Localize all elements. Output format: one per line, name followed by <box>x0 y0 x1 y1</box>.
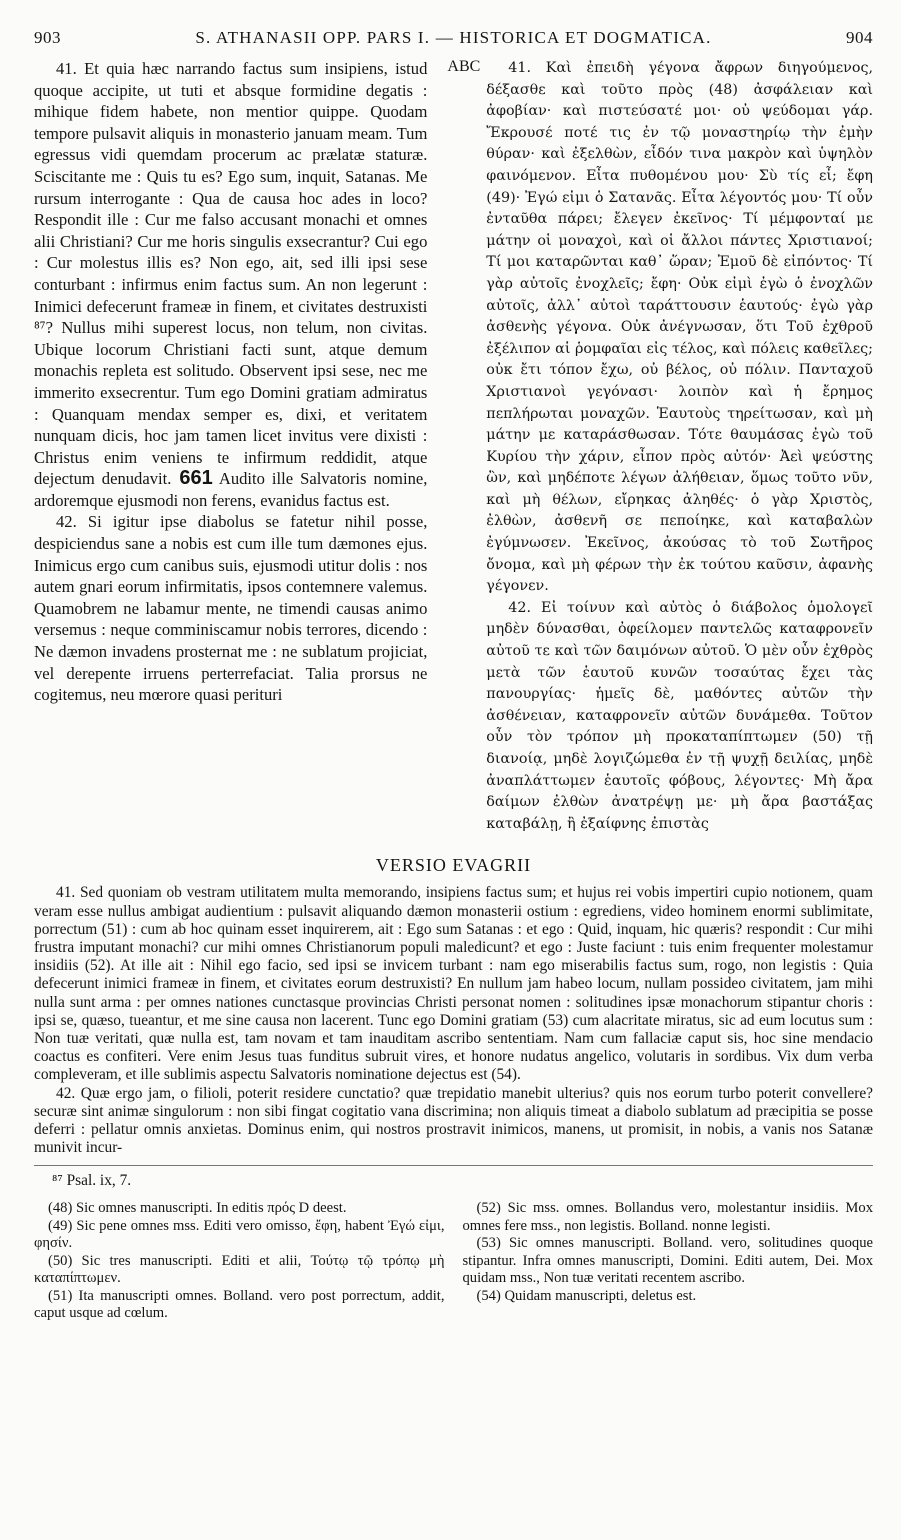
margin-marker-b: B <box>458 58 470 75</box>
evagrius-paragraph-42: 42. Quæ ergo jam, o filioli, poterit residere cunctatio? quæ trepidatio manebit ulterius? quis nos eorum turbo poterit convellere? securæ sint animæ singulorum : non sibi fingat cogitatio vana discrimina; non aliquis timeat a diabolo sublatum ad præcipitia se posse deferri : pellatur omnis anxietas. Dominus enim, qui nostros prostravit inimicos, manens, ut promisit, in nobis, a vanis nos Satanæ munivit incur- <box>34 1084 873 1157</box>
evagrius-paragraph-41: 41. Sed quoniam ob vestram utilitatem multa memorando, insipiens factus sum; et hujus rei vobis impertiri cupio notionem, quam veram esse nullus ambigat audientium : pulsavit aliquando dæmon monasterii ostium : egrediens, video hominem enormi sublimitate, porrectum (51) : cum ab hoc quinam esset inquirerem, ait : Ego sum Satanas : et ego : Quid, inquam, hic quæris? respondit : Cur mihi frustra imputant monachi? cur mihi omnes Christianorum populi maledicunt? et ego : Juste faciunt : tuis enim frequenter molestamur insidiis (52). At ille ait : Nihil ego facio, sed ipsi se invicem turbant : nam ego miserabilis factus sum, rogo, non legistis : Quia defecerunt inimici frameæ in finem, et civitates eorum destruxisti? En nullum jam habeo locum, nullam possideo civitatem, jam mihi nulla sunt arma : per omnes nationes cunctasque provincias Christi personat nomen : solitudines ipsæ monachorum stipantur choris : ipsi se, quæso, tueantur, et me sine causa non lacerent. Tunc ego Domini gratiam (53) cum alacritate miratus, sic ad eum locutus sum : Non tuæ veritati, quæ nulla est, tam novam et tam inauditam ascribo sententiam. Nam cum fallaciæ caput sis, hoc sine mendacio coactus es confiteri. Vere enim Jesus tuas funditus subruit vires, et honore nudatus angelico, volutaris in sordibus. Vix dum verba compleveram, et ille sublimis aspectu Salvatoris nominatione dejectus est (54). <box>34 884 873 1084</box>
margin-marker-a: A <box>447 58 459 75</box>
greek-paragraph-41: 41. Καὶ ἐπειδὴ γέγονα ἄφρων διηγούμενος, δέξασθε καὶ τοῦτο πρὸς (48) ἀσφάλειαν καὶ ἀφοβίαν· καὶ πιστεύσατέ μοι· οὐ ψεύδομαι γάρ. Ἔκρουσέ ποτέ τις ἐν τῷ μοναστηρίῳ τὴν ἐμὴν θύραν· καὶ ἐξελθὼν, εἶδόν τινα μακρὸν καὶ ὑψηλὸν φαινόμενον. Εἶτα πυθομένου μου· Σὺ τίς εἶ; ἔφη (49)· Ἐγώ εἰμι ὁ Σατανᾶς. Εἶτα λέγοντός μου· Τί οὖν ἐνταῦθα πάρει; ἔλεγεν ἐκεῖνος· Τί μέμφονταί με μάτην οἱ μοναχοὶ, καὶ οἱ ἄλλοι πάντες Χριστιανοί; Τί μοι καταρῶνται καθ᾽ ὥραν; Ἐμοῦ δὲ εἰπόντος· Τί γὰρ αὐτοῖς ἐνοχλεῖς; ἔφη· Οὐκ εἰμὶ ἐγὼ ὁ ἐνοχλῶν αὐτοῖς, ἀλλ᾽ αὐτοὶ ταράττουσιν ἑαυτούς· ἐγὼ γὰρ ἀσθενὴς γέγονα. Οὐκ ἀνέγνωσαν, ὅτι Τοῦ ἐχθροῦ ἐξέλιπον αἱ ῥομφαῖαι εἰς τέλος, καὶ πόλεις καθεῖλες; οὐκ ἔτι τόπον ἔχω, οὐ βέλος, οὐ πόλιν. Πανταχοῦ Χριστιανοὶ γεγόνασι· λοιπὸν καὶ ἡ ἔρημος πεπλήρωται μοναχῶν. Ἑαυτοὺς τηρείτωσαν, καὶ μὴ μάτην με καταράσθωσαν. Τότε θαυμάσας ἐγὼ τοῦ Κυρίου τὴν χάριν, εἶπον πρὸς αὐτόν· Ἀεὶ ψεύστης ὢν, καὶ μηδέποτε λέγων ἀλήθειαν, ὅμως τοῦτο νῦν, καὶ μὴ θέλων, εἴρηκας ἀληθές· ὁ γὰρ Χριστὸς, ἐλθὼν, ἀσθενῆ σε πεποίηκε, καὶ καταβαλὼν ἐγύμνωσεν. Ἐκεῖνος, ἀκούσας τὸ τοῦ Σωτῆρος ὄνομα, καὶ μὴ φέρων τὴν ἐκ τούτου καῦσιν, ἀφανὴς γέγονεν. <box>486 60 873 595</box>
latin-paragraph-41: 41. Et quia hæc narrando factus sum insipiens, istud quoque accipite, ut tuti et absque formidine degatis : mihique fidem habete, non mentior quippe. Quodam tempore pulsavit aliquis in monasterio januam meam. Tum egressus vidi quemdam procerum ac prælatæ staturæ. Sciscitante me : Quis tu es? Ego sum, inquit, Satanas. Me rursum interrogante : Qua de causa hoc ades in loco? Respondit ille : Cur me falso accusant monachi et omnes alii Christiani? Cur me horis singulis exsecrantur? Cui ego : Cur molestus illis es? Non ego, ait, sed illi ipsi sese conturbant : infirmus enim factus sum. An non legerunt : Inimici defecerunt frameæ in finem, et civitates destruxisti ⁸⁷? Nullus mihi superest locus, non telum, non civitas. Ubique locorum Christiani facti sunt, atque demum monachis repleta est solitudo. Observent ipsi sese, nec me immerito exsecrentur. Tum ego Domini gratiam admiratus : Quanquam mendax semper es, dixi, et veritatem nunquam dicis, hoc jam tamen licet invitus vere dixisti : Christus enim veniens te infirmum reddidit, atque dejectum denudavit. 661 Audito ille Salvatoris nomine, ardoremque ejusmodi non ferens, evanidus factus est. <box>34 59 428 510</box>
note: (53) Sic omnes manuscripti. Bolland. vero, solitudines quoque stipantur. Infra omnes manuscripti, Domini. Editi autem, Dei. Mox quidam mss., Non tuæ veritati recentem ascribo. <box>462 1235 873 1287</box>
note: (48) Sic omnes manuscripti. In editis πρός D deest. <box>48 1200 347 1217</box>
page-number-left: 903 <box>34 28 61 47</box>
note: (49) Sic pene omnes mss. Editi vero omisso, ἔφη, habent Ἐγώ εἰμι, φησίν. <box>34 1217 445 1252</box>
note: (52) Sic mss. omnes. Bollandus vero, molestantur insidiis. Mox omnes fere mss., non legistis. Bolland. nonne legisti. <box>462 1200 873 1234</box>
latin-paragraph-42: 42. Si igitur ipse diabolus se fatetur nihil posse, despiciendus sane a nobis est cum ille tum dæmones ejus. Inimicus ergo cum canibus suis, ejusmodi utitur dolis : nos autem gnari eorum infirmitatis, ipsos contemnere valemus. Quamobrem ne labamur mente, ne timendi causas animo versemus : neque comminiscamur nobis terrores, dicendo : Ne dæmon invadens prosternat me : ne sublatum projiciat, vel derepente irruens perterrefaciat. Talia prorsus ne cogitemus, neu mœrore quasi perituri <box>34 512 428 705</box>
note: (51) Ita manuscripti omnes. Bolland. vero post porrectum, addit, caput usque ad cœlum. <box>34 1287 445 1322</box>
latin-column <box>34 58 447 835</box>
footnote-rule <box>34 1165 873 1166</box>
page-number-right: 904 <box>846 28 873 47</box>
page-mark: 661 <box>179 467 213 490</box>
note: (50) Sic tres manuscripti. Editi et alii, Τούτῳ τῷ τρόπῳ μὴ καταπίπτωμεν. <box>34 1252 445 1287</box>
running-title: S. ATHANASII OPP. PARS I. — HISTORICA ET DOGMATICA. <box>195 28 712 47</box>
editorial-notes <box>34 1200 873 1323</box>
section-title: VERSIO EVAGRII <box>375 855 532 876</box>
running-header <box>34 28 873 52</box>
notes-left-column <box>34 1200 445 1323</box>
greek-paragraph-42: 42. Εἰ τοίνυν καὶ αὐτὸς ὁ διάβολος ὁμολογεῖ μηδὲν δύνασθαι, ὀφείλομεν παντελῶς καταφρονεῖν αὐτοῦ τε καὶ τῶν δαιμόνων αὐτοῦ. Ὁ μὲν οὖν ἐχθρὸς μετὰ τῶν ἑαυτοῦ κυνῶν τοσαύτας ἔχει τὰς πανουργίας· ἡμεῖς δὲ, μαθόντες αὐτῶν τὴν ἀσθένειαν, καταφρονεῖν αὐτῶν δυνάμεθα. Τοῦτον οὖν τὸν τρόπον μὴ προκαταπίπτωμεν (50) τῇ διανοίᾳ, μηδὲ λογιζώμεθα ἐν τῇ ψυχῇ δειλίας, μηδὲ ἀναπλάττωμεν ἑαυτοῖς φόβους, λέγοντες· Μὴ ἄρα δαίμων ἐλθὼν ἀνατρέψῃ με· μὴ ἄρα βαστάξας καταβάλῃ, ἢ ἐξαίφνης ἐπιστὰς <box>486 599 873 832</box>
parallel-columns <box>34 58 873 835</box>
evagrius-version <box>34 884 873 1157</box>
margin-marker-c: C <box>469 58 481 75</box>
notes-right-column <box>463 1200 874 1323</box>
footnote-psalm: ⁸⁷ Psal. ix, 7. <box>52 1172 132 1190</box>
greek-column <box>480 58 873 835</box>
note: (54) Quidam manuscripti, deletus est. <box>476 1287 697 1304</box>
